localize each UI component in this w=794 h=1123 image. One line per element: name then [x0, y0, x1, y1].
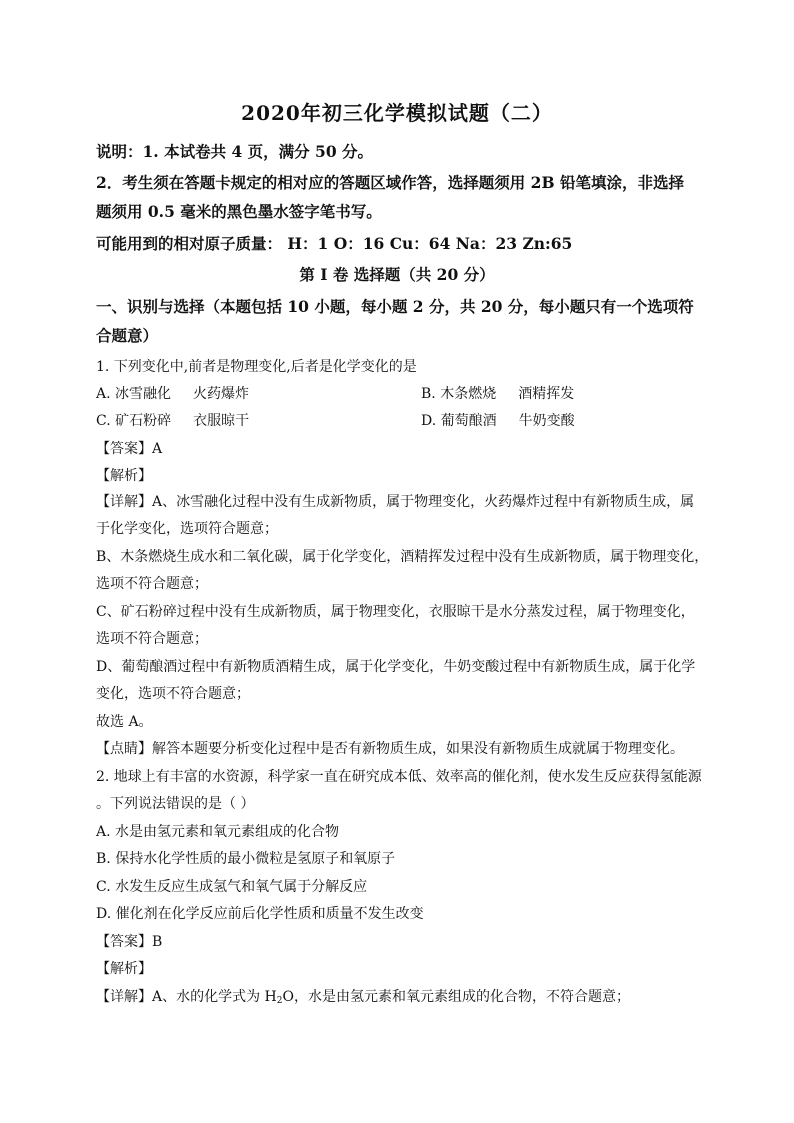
- q1-option-b-2: 酒精挥发: [518, 386, 575, 402]
- q1-detail-b-2: 选项不符合题意；: [96, 576, 208, 592]
- q1-option-a-2: 火药爆炸: [193, 386, 250, 402]
- q1-answer: 【答案】A: [96, 441, 163, 457]
- part-title-line-1: 一、识别与选择（本题包括 10 小题，每小题 2 分，共 20 分，每小题只有一个选项符: [96, 297, 694, 316]
- q2-detail-a-pre: 【详解】A、水的化学式为 H: [96, 989, 277, 1005]
- note-2-line-2: 题须用 0.5 毫米的黑色墨水签字笔书写。: [96, 202, 382, 221]
- q1-option-c: C. 矿石粉碎: [96, 413, 172, 429]
- q2-option-a: A. 水是由氢元素和氧元素组成的化合物: [96, 824, 340, 840]
- q1-detail-d-2: 变化，选项不符合题意；: [96, 686, 250, 702]
- q2-detail-a: [96, 986, 630, 1006]
- q1-options-row-1: [96, 383, 696, 403]
- q1-detail-a-1: 【详解】A、冰雪融化过程中没有生成新物质，属于物理变化，火药爆炸过程中有新物质生成，属: [96, 494, 695, 510]
- q2-stem-1: 2. 地球上有丰富的水资源，科学家一直在研究成本低、效率高的催化剂，使水发生反应获得氢能源: [96, 769, 702, 785]
- q1-comment: 【点睛】解答本题要分析变化过程中是否有新物质生成，如果没有新物质生成就属于物理变化。: [96, 741, 684, 757]
- q2-option-c: C. 水发生反应生成氢气和氧气属于分解反应: [96, 879, 368, 895]
- q1-options-row-2: [96, 410, 696, 430]
- part-title-line-2: 合题意）: [96, 326, 159, 345]
- q1-detail-b-1: B、木条燃烧生成水和二氧化碳，属于化学变化，酒精挥发过程中没有生成新物质，属于物理变化，: [96, 549, 709, 565]
- atomic-mass-note: 可能用到的相对原子质量： H：1 O：16 Cu：64 Na：23 Zn:65: [96, 234, 573, 253]
- page-title: 2020年初三化学模拟试题（二）: [241, 101, 553, 125]
- q2-option-d: D. 催化剂在化学反应前后化学性质和质量不发生改变: [96, 906, 424, 922]
- q1-option-c-2: 衣服晾干: [193, 413, 250, 429]
- q1-detail-a-2: 于化学变化，选项符合题意；: [96, 521, 278, 537]
- q1-stem: 1. 下列变化中,前者是物理变化,后者是化学变化的是: [96, 359, 417, 375]
- q2-detail-a-post: O，水是由氢元素和氧元素组成的化合物，不符合题意；: [282, 989, 630, 1005]
- q1-option-d: D. 葡萄酿酒: [421, 413, 497, 429]
- q2-option-b: B. 保持水化学性质的最小微粒是氢原子和氧原子: [96, 851, 396, 867]
- q1-detail-d-1: D、葡萄酿酒过程中有新物质酒精生成，属于化学变化，牛奶变酸过程中有新物质生成，属于化学: [96, 659, 696, 675]
- section-title: 第 I 卷 选择题（共 20 分）: [299, 265, 495, 284]
- note-1: 说明：1. 本试卷共 4 页，满分 50 分。: [96, 142, 374, 161]
- q1-option-a: A. 冰雪融化: [96, 386, 172, 402]
- note-2-line-1: 2．考生须在答题卡规定的相对应的答题区域作答，选择题须用 2B 铅笔填涂，非选择: [96, 173, 684, 192]
- q2-analysis: 【解析】: [96, 961, 152, 977]
- q2-answer: 【答案】B: [96, 934, 163, 950]
- q1-detail-c-2: 选项不符合题意；: [96, 631, 208, 647]
- q2-stem-2: 。下列说法错误的是（ ）: [96, 796, 255, 812]
- q1-analysis: 【解析】: [96, 468, 152, 484]
- q1-option-b: B. 木条燃烧: [421, 386, 497, 402]
- q1-detail-c-1: C、矿石粉碎过程中没有生成新物质，属于物理变化，衣服晾干是水分蒸发过程，属于物理变化，: [96, 604, 695, 620]
- q1-option-d-2: 牛奶变酸: [518, 413, 575, 429]
- q1-choose: 故选 A。: [96, 714, 153, 730]
- q2-detail-a-subscript: 2: [276, 996, 283, 1006]
